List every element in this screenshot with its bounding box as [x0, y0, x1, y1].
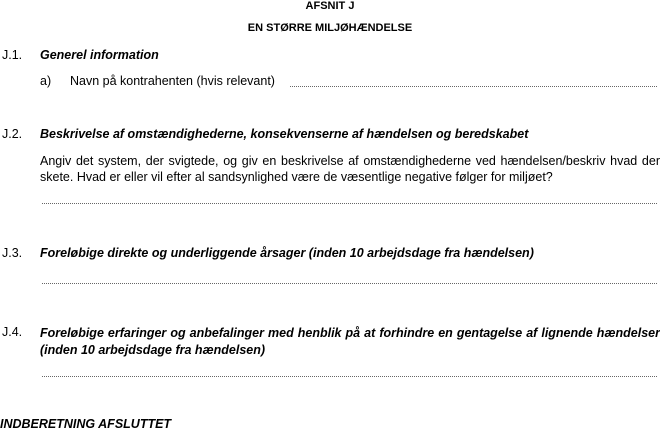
section-label: AFSNIT J: [305, 0, 355, 12]
lessons-field[interactable]: [42, 376, 657, 377]
description-field[interactable]: [42, 203, 657, 204]
section-title-j4: Foreløbige erfaringer og anbefalinger med henblik på at forhindre en gentagelse af lignende hændelser (inden 10 arbejdsdage fra hændelsen): [40, 326, 660, 357]
section-number-j2: J.2.: [2, 127, 23, 141]
section-title-j2: Beskrivelse af omstændighederne, konsekvenserne af hændelsen og beredskabet: [40, 127, 529, 141]
contractor-name-field[interactable]: [290, 86, 657, 87]
report-completed-label: INDBERETNING AFSLUTTET: [0, 417, 172, 431]
section-title-j1: Generel information: [40, 48, 159, 62]
item-label-a: a): [40, 74, 52, 88]
item-text-contractor-name: Navn på kontrahenten (hvis relevant): [70, 74, 275, 88]
section-number-j1: J.1.: [2, 48, 23, 62]
section-body-j2: Angiv det system, der svigtede, og giv en beskrivelse af omstændighederne ved hændelsen/beskriv hvad der skete. Hvad er eller vil efter al sandsynlighed være de væsentlige negative følger for miljøet?: [40, 154, 660, 184]
causes-field[interactable]: [42, 283, 657, 284]
section-number-j4: J.4.: [2, 325, 23, 339]
page-title: EN STØRRE MILJØHÆNDELSE: [247, 22, 413, 34]
section-number-j3: J.3.: [2, 246, 23, 260]
section-title-j3: Foreløbige direkte og underliggende årsager (inden 10 arbejdsdage fra hændelsen): [40, 246, 534, 260]
